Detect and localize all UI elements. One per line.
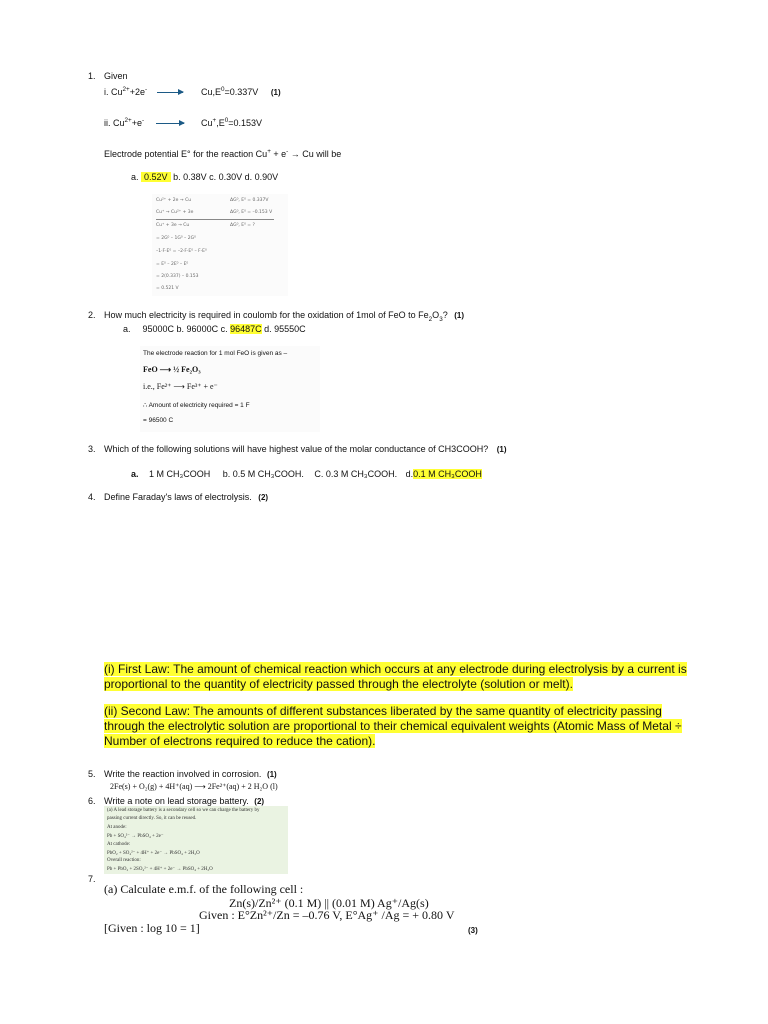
q5-reaction: 2Fe(s) + O₂(g) + 4H⁺(aq) ⟶ 2Fe²⁺(aq) + 2 H₂O (l): [110, 782, 278, 791]
q6-marks: (2): [254, 797, 265, 806]
q6-answer-line: passing current directly. So, it can be reused.: [107, 816, 197, 821]
q1-question: Electrode potential E° for the reaction Cu+ + e- → Cu will be: [104, 148, 342, 159]
q1-sol-right-line: ΔG⁰, E⁰ = –0.153 V: [230, 210, 273, 215]
q1-sol-line: = 2(0.337) – 0.153: [156, 274, 199, 279]
q1-answer-highlight: 0.52V: [141, 172, 171, 182]
q5-marks: (1): [266, 770, 277, 779]
q1-sol-right-line: ΔG⁰, E⁰ = ?: [230, 223, 255, 228]
q6-answer-line: Pb + PbO₂ + 2SO₄²⁻ + 4H⁺ + 2e⁻ → PbSO₄ + 2H₂O: [107, 867, 213, 872]
reaction-arrow-icon: [157, 92, 183, 93]
q6-answer-line: Pb + SO₄²⁻ → PbSO₄ + 2e⁻: [107, 834, 164, 839]
q1-sol-line: Cu⁺ + 3e → Cu: [156, 223, 190, 228]
q2-number: 2.: [88, 310, 96, 320]
q5-number: 5.: [88, 769, 96, 779]
q3-answer-highlight: 0.1 M CH₃COOH: [413, 469, 482, 479]
q1-options: a. 0.52V b. 0.38V c. 0.30V d. 0.90V: [131, 172, 279, 182]
q2-question: How much electricity is required in coulomb for the oxidation of 1mol of FeO to $Fe_2O_3$? (1): [104, 310, 465, 323]
q6-answer-line: Overall reaction:: [107, 858, 141, 863]
q4-number: 4.: [88, 492, 96, 502]
q2-sol-line: ∴ Amount of electricity required = 1 F: [143, 402, 250, 409]
faraday-second-law: (ii) Second Law: The amounts of different substances liberated by the same quantity of electricity passing through the electrolytic solution are proportional to their chemical equivalent weights (Atomic Mass of Metal ÷ Number of electrons required to reduce the cation).: [104, 704, 682, 748]
q7-line2: Zn(s)/Zn²⁺ (0.1 M) || (0.01 M) Ag⁺/Ag(s): [229, 896, 429, 910]
q1-number: 1.: [88, 71, 96, 81]
q2-marks: (1): [454, 311, 465, 320]
faraday-first-law: (i) First Law: The amount of chemical reaction which occurs at any electrode during electrolysis by a current is proportional to the quantity of electricity passed through the electrolyte (solution or melt).: [104, 662, 687, 691]
q2-sol-line: i.e., Fe²⁺ ⟶ Fe³⁺ + e⁻: [143, 382, 218, 391]
q6-answer-line: At anode:: [107, 825, 127, 830]
q3-question: Which of the following solutions will have highest value of the molar conductance of CH3COOH? (1): [104, 444, 507, 454]
q1-given: Given: [104, 71, 128, 81]
divider: [156, 219, 274, 220]
q5-question: Write the reaction involved in corrosion. (1): [104, 769, 277, 779]
q3-marks: (1): [496, 445, 507, 454]
q3-options: a. 1 M CH₃COOH b. 0.5 M CH₃COOH. C. 0.3 M CH₃COOH. d.0.1 M CH₃COOH: [131, 469, 482, 479]
q1-sol-line: = 2G⁰ – 1G⁰ – 2G⁰: [156, 236, 196, 241]
q4-marks: (2): [258, 493, 269, 502]
q3-number: 3.: [88, 444, 96, 454]
q1-solution-image: [152, 194, 288, 296]
q1-marks: (1): [270, 88, 281, 97]
q2-sol-line: The electrode reaction for 1 mol FeO is given as –: [143, 350, 288, 357]
q1-sol-line: –1·F·E⁰ = –2·F·E⁰ – F·E⁰: [156, 249, 207, 254]
q1-sol-line: Cu⁺ → Cu²⁺ + 3e: [156, 210, 194, 215]
q1-sol-line: = E⁰ – 2E⁰ – E⁰: [156, 262, 189, 267]
reaction-arrow-icon: [156, 123, 184, 124]
q7-line3: Given : E°Zn²⁺/Zn = –0.76 V, E°Ag⁺ /Ag = + 0.80 V: [199, 908, 455, 922]
q6-answer-image: [104, 806, 288, 874]
q1-line-ii: ii. $Cu^{2+}+e^-$: [104, 117, 188, 128]
q1-line-i-product: $Cu,E^0=0.337V$ (1): [201, 86, 281, 97]
q6-question: Write a note on lead storage battery. (2): [104, 796, 265, 806]
q6-answer-line: At cathode:: [107, 842, 131, 847]
q2-sol-line: = 96500 C: [143, 417, 174, 424]
q7-marks: (3): [468, 926, 478, 935]
q7-line4: [Given : log 10 = 1]: [104, 921, 200, 935]
q6-number: 6.: [88, 796, 96, 806]
q2-options: a. 95000C b. 96000C c. 96487C d. 95550C: [123, 324, 306, 334]
q1-sol-line: Cu²⁺ + 2e → Cu: [156, 198, 192, 203]
q1-line-i: i. $Cu^{2+}+2e^-$: [104, 86, 187, 97]
q6-answer-line: (a) A lead storage battery is a secondary cell so we can charge the battery by: [107, 808, 260, 813]
q1-sol-line: = 0.521 V: [156, 286, 179, 291]
q6-answer-line: PbO₂ + SO₄²⁻ + 4H⁺ + 2e⁻ → PbSO₄ + 2H₂O: [107, 851, 200, 856]
q1-line-ii-product: $Cu^+,E^0=0.153V$: [201, 117, 263, 128]
q1-sol-right-line: ΔG⁰, E⁰ = 0.337V: [230, 198, 269, 203]
q7-line1: (a) Calculate e.m.f. of the following cell :: [104, 882, 304, 896]
q2-answer-highlight: 96487C: [230, 324, 262, 334]
q2-sol-line: FeO ⟶ ½ Fe₂O₃: [143, 365, 201, 374]
q7-number: 7.: [88, 874, 96, 884]
q4-question: Define Faraday's laws of electrolysis. (2): [104, 492, 269, 502]
q2-solution-image: [140, 346, 320, 432]
